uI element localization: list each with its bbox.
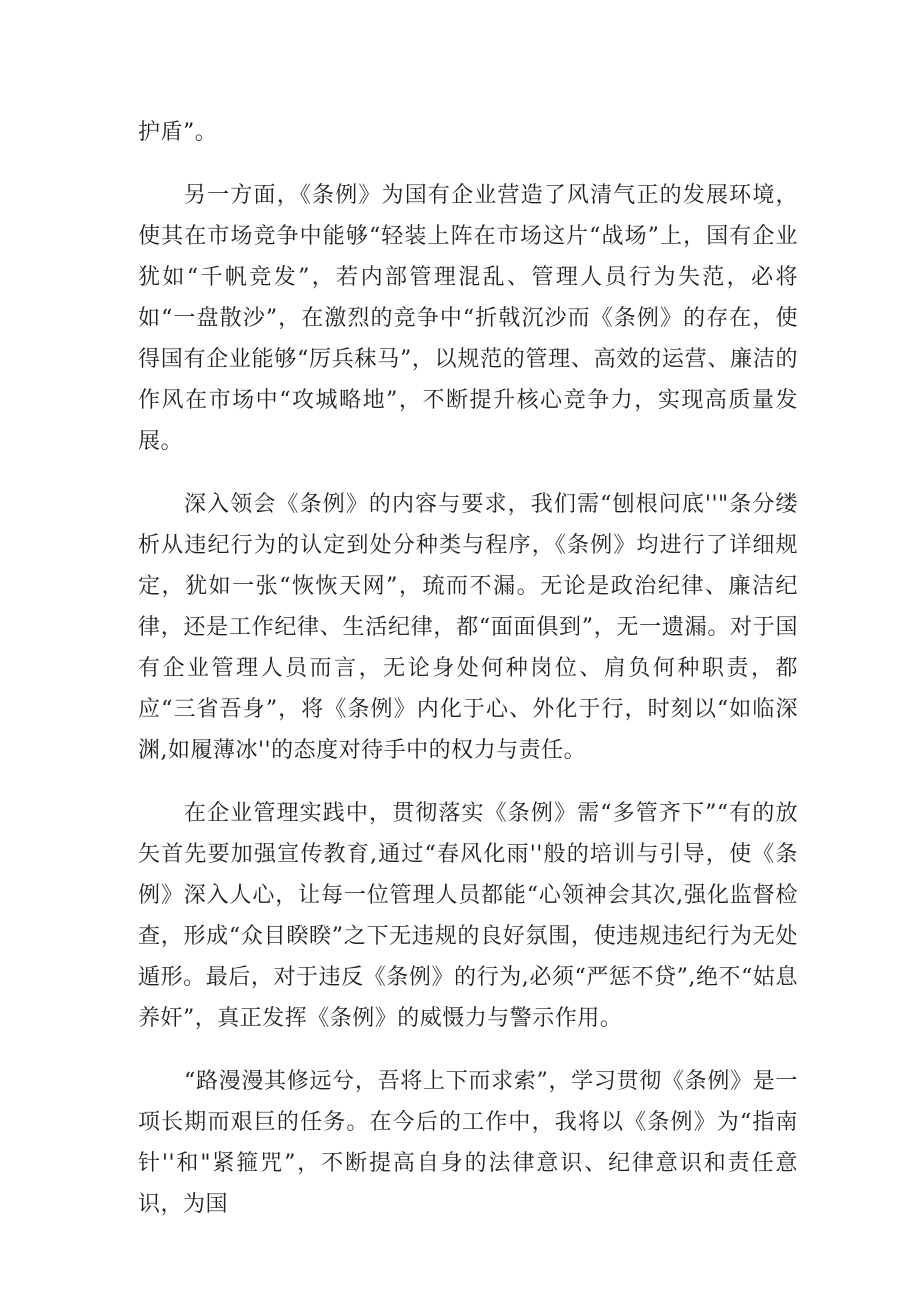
paragraph-implementation: 在企业管理实践中，贯彻落实《条例》需“多管齐下”“有的放矢首先要加强宣传教育,通过“春风化雨''般的培训与引导，使《条例》深入人心，让每一位管理人员都能“心领神会其次,强化监督检查，形成“众目睽睽”之下无违规的良好氛围，使违规违纪行为无处遁形。最后，对于违反《条例》的行为,必须“严惩不贷”,绝不“姑息养奸”，真正发挥《条例》的威慑力与警示作用。 [138,801,798,1031]
paragraph-continuation: 护盾”。 [138,120,218,145]
document-body [138,112,798,1225]
paragraph-conclusion: “路漫漫其修远兮，吾将上下而求索”，学习贯彻《条例》是一项长期而艰巨的任务。在今后的工作中，我将以《条例》为“指南针''和"紧箍咒”，不断提高自身的法律意识、纪律意识和责任意识，为国 [138,1069,798,1217]
paragraph-understanding: 深入领会《条例》的内容与要求，我们需“刨根问底''"条分缕析从违纪行为的认定到处分种类与程序，《条例》均进行了详细规定，犹如一张“恢恢天网”，琉而不漏。无论是政治纪律、廉洁纪律，还是工作纪律、生活纪律，都“面面俱到”，无一遗漏。对于国有企业管理人员而言，无论身处何种岗位、肩负何种职责，都应“三省吾身”，将《条例》内化于心、外化于行，时刻以“如临深渊,如履薄冰''的态度对待手中的权力与责任。 [138,492,798,763]
paragraph-competition: 另一方面，《条例》为国有企业营造了风清气正的发展环境，使其在市场竞争中能够“轻装上阵在市场这片“战场”上，国有企业犹如“千帆竞发”，若内部管理混乱、管理人员行为失范，必将如“一盘散沙”，在激烈的竞争中“折戟沉沙而《条例》的存在，使得国有企业能够“厉兵秣马”，以规范的管理、高效的运营、廉洁的作风在市场中“攻城略地”，不断提升核心竞争力，实现高质量发展。 [138,183,798,454]
